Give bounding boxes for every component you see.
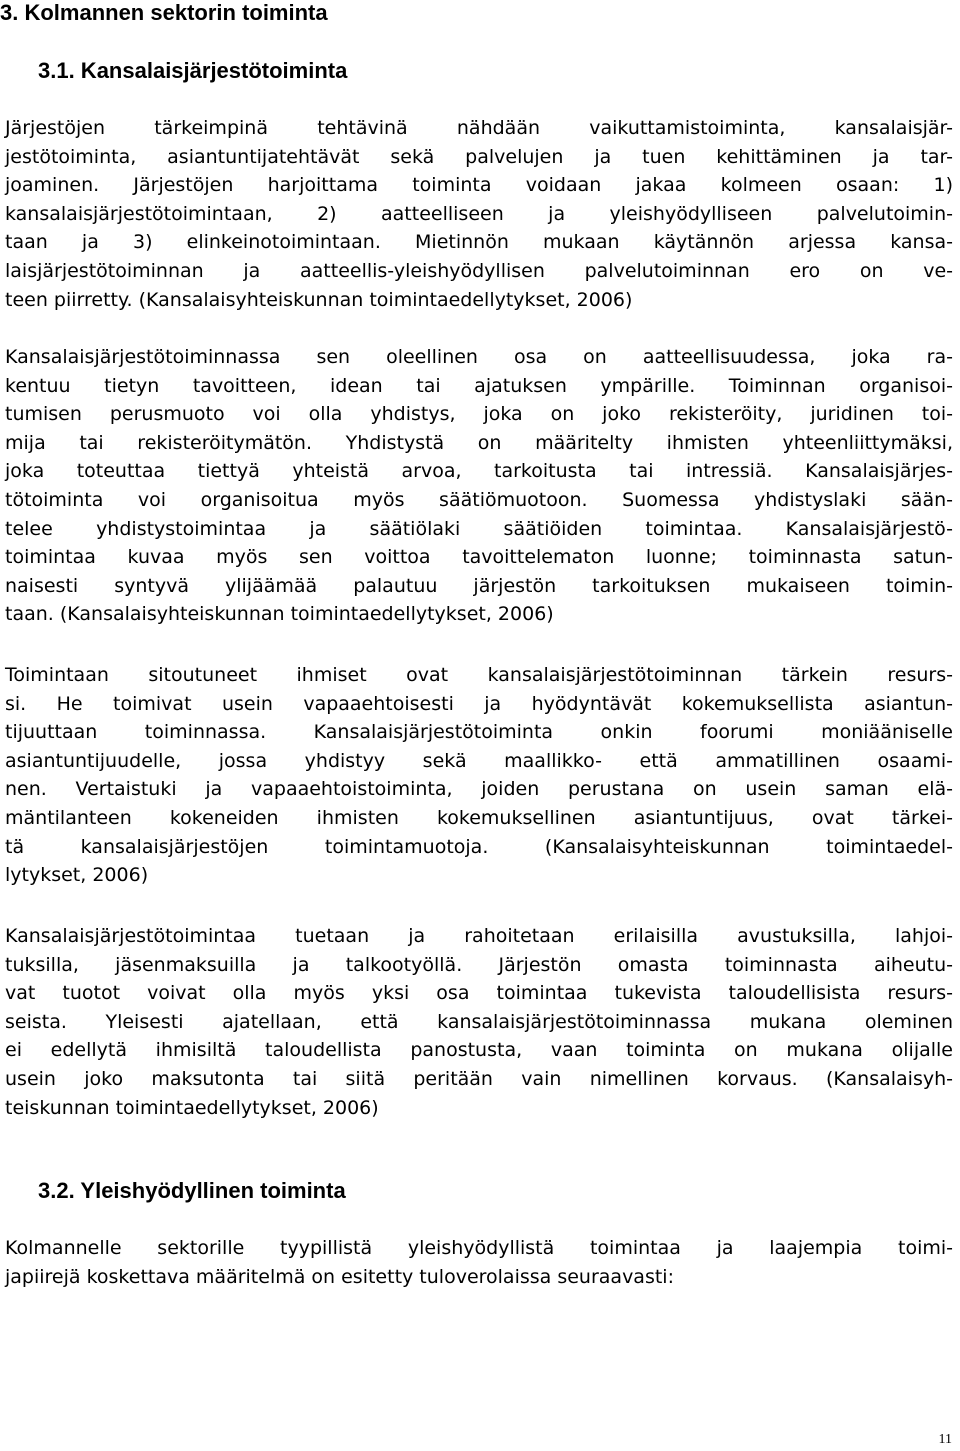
- section-heading-3-2: 3.2. Yleishyödyllinen toiminta: [38, 1178, 346, 1203]
- text-line: teiskunnan toimintaedellytykset, 2006): [5, 1096, 379, 1119]
- page-number: 11: [938, 1432, 952, 1447]
- text-line: tijuuttaan toiminnassa. Kansalaisjärjestötoiminta onkin foorumi moniääniselle: [5, 721, 953, 744]
- text-line: mäntilanteen kokeneiden ihmisten kokemuksellinen asiantuntijuus, ovat tärkei-: [5, 806, 953, 829]
- text-line: usein joko maksutonta tai siitä peritään vain nimellinen korvaus. (Kansalaisyh-: [5, 1067, 953, 1090]
- text-line: kansalaisjärjestötoimintaan, 2) aatteelliseen ja yleishyödylliseen palvelutoimin-: [5, 202, 953, 225]
- text-line: jestötoiminta, asiantuntijatehtävät sekä palvelujen ja tuen kehittäminen ja tar-: [5, 145, 953, 168]
- text-line: teen piirretty. (Kansalaisyhteiskunnan toimintaedellytykset, 2006): [5, 288, 633, 311]
- paragraph-1: [5, 114, 953, 314]
- text-line: taan. (Kansalaisyhteiskunnan toimintaedellytykset, 2006): [5, 603, 554, 626]
- text-line: tuksilla, jäsenmaksuilla ja talkootyöllä. Järjestön omasta toiminnasta aiheutu-: [5, 953, 953, 976]
- text-line: taan ja 3) elinkeinotoimintaan. Mietinnön mukaan käytännön arjessa kansa-: [5, 231, 953, 254]
- text-line: lytykset, 2006): [5, 864, 149, 887]
- section-heading-3-1: 3.1. Kansalaisjärjestötoiminta: [38, 58, 348, 83]
- text-line: toimintaa kuvaa myös sen voittoa tavoittelematon luonne; toiminnasta satun-: [5, 546, 953, 569]
- text-line: tä kansalaisjärjestöjen toimintamuotoja. (Kansalaisyhteiskunnan toimintaedel-: [5, 835, 953, 858]
- text-line: japiirejä koskettava määritelmä on esitetty tuloverolaissa seuraavasti:: [5, 1265, 674, 1288]
- text-line: asiantuntijuudelle, jossa yhdistyy sekä maallikko- että ammatillinen osaami-: [5, 749, 953, 772]
- chapter-heading: 3. Kolmannen sektorin toiminta: [0, 0, 328, 25]
- text-line: vat tuotot voivat olla myös yksi osa toimintaa tukevista taloudellisista resurs-: [5, 982, 953, 1005]
- text-line: laisjärjestötoiminnan ja aatteellis-yleishyödyllisen palvelutoiminnan ero on ve-: [5, 259, 953, 282]
- text-line: seista. Yleisesti ajatellaan, että kansalaisjärjestötoiminnassa mukana oleminen: [5, 1010, 953, 1033]
- text-line: joka toteuttaa tiettyä yhteistä arvoa, tarkoitusta tai intressiä. Kansalaisjärjes-: [5, 460, 953, 483]
- paragraph-5: [5, 1234, 953, 1291]
- text-line: mija tai rekisteröitymätön. Yhdistystä on määritelty ihmisten yhteenliittymäksi,: [5, 431, 953, 454]
- text-line: Kansalaisjärjestötoimintaa tuetaan ja rahoitetaan erilaisilla avustuksilla, lahjoi-: [5, 925, 953, 947]
- text-line: ei edellytä ihmisiltä taloudellista panostusta, vaan toiminta on mukana olijalle: [5, 1039, 953, 1062]
- paragraph-2: [5, 343, 953, 629]
- text-line: Järjestöjen tärkeimpinä tehtävinä nähdään vaikuttamistoiminta, kansalaisjär-: [5, 117, 953, 139]
- paragraph-3: [5, 661, 953, 890]
- text-line: si. He toimivat usein vapaaehtoisesti ja hyödyntävät kokemuksellista asiantun-: [5, 692, 953, 715]
- text-line: Kansalaisjärjestötoiminnassa sen oleellinen osa on aatteellisuudessa, joka ra-: [5, 346, 953, 368]
- text-line: tötoiminta voi organisoitua myös säätiömuotoon. Suomessa yhdistyslaki sään-: [5, 488, 953, 511]
- text-line: joaminen. Järjestöjen harjoittama toiminta voidaan jakaa kolmeen osaan: 1): [5, 174, 953, 197]
- text-line: nen. Vertaistuki ja vapaaehtoistoiminta, joiden perustana on usein saman elä-: [5, 778, 953, 801]
- text-line: kentuu tietyn tavoitteen, idean tai ajatuksen ympärille. Toiminnan organisoi-: [5, 374, 953, 397]
- text-line: Toimintaan sitoutuneet ihmiset ovat kansalaisjärjestötoiminnan tärkein resurs-: [5, 664, 953, 686]
- text-line: Kolmannelle sektorille tyypillistä yleishyödyllistä toimintaa ja laajempia toimi-: [5, 1237, 953, 1259]
- text-line: tumisen perusmuoto voi olla yhdistys, joka on joko rekisteröity, juridinen toi-: [5, 403, 953, 426]
- paragraph-4: [5, 922, 953, 1122]
- text-line: naisesti syntyvä ylijäämää palautuu järjestön tarkoituksen mukaiseen toimin-: [5, 574, 953, 597]
- text-line: telee yhdistystoimintaa ja säätiölaki säätiöiden toimintaa. Kansalaisjärjestö-: [5, 517, 953, 540]
